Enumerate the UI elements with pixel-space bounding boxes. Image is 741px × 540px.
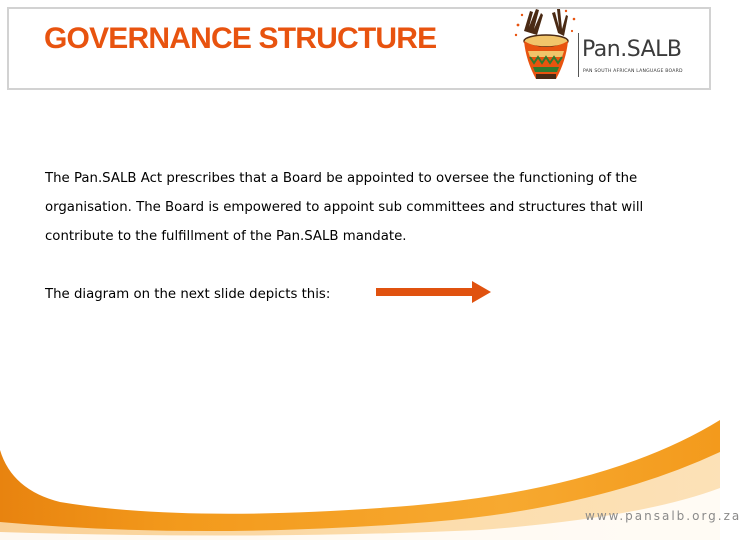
right-arrow-icon <box>376 280 492 304</box>
body-line: contribute to the fulfillment of the Pan.SALB mandate. <box>45 229 407 244</box>
pansalb-logo <box>510 5 690 83</box>
body-line: The Pan.SALB Act prescribes that a Board be appointed to oversee the functioning of the <box>45 171 638 186</box>
slide-title: GOVERNANCE STRUCTURE <box>44 22 437 55</box>
diagram-note: The diagram on the next slide depicts this: <box>45 287 331 302</box>
body-line: organisation. The Board is empowered to appoint sub committees and structures that will <box>45 200 644 215</box>
logo-subtitle: PAN SOUTH AFRICAN LANGUAGE BOARD <box>583 69 683 74</box>
logo-name: Pan.SALB <box>582 37 682 62</box>
body-text <box>45 164 665 309</box>
footer-url: www.pansalb.org.za <box>585 509 741 523</box>
logo-divider <box>578 33 579 77</box>
drum-hands-icon <box>510 5 580 83</box>
